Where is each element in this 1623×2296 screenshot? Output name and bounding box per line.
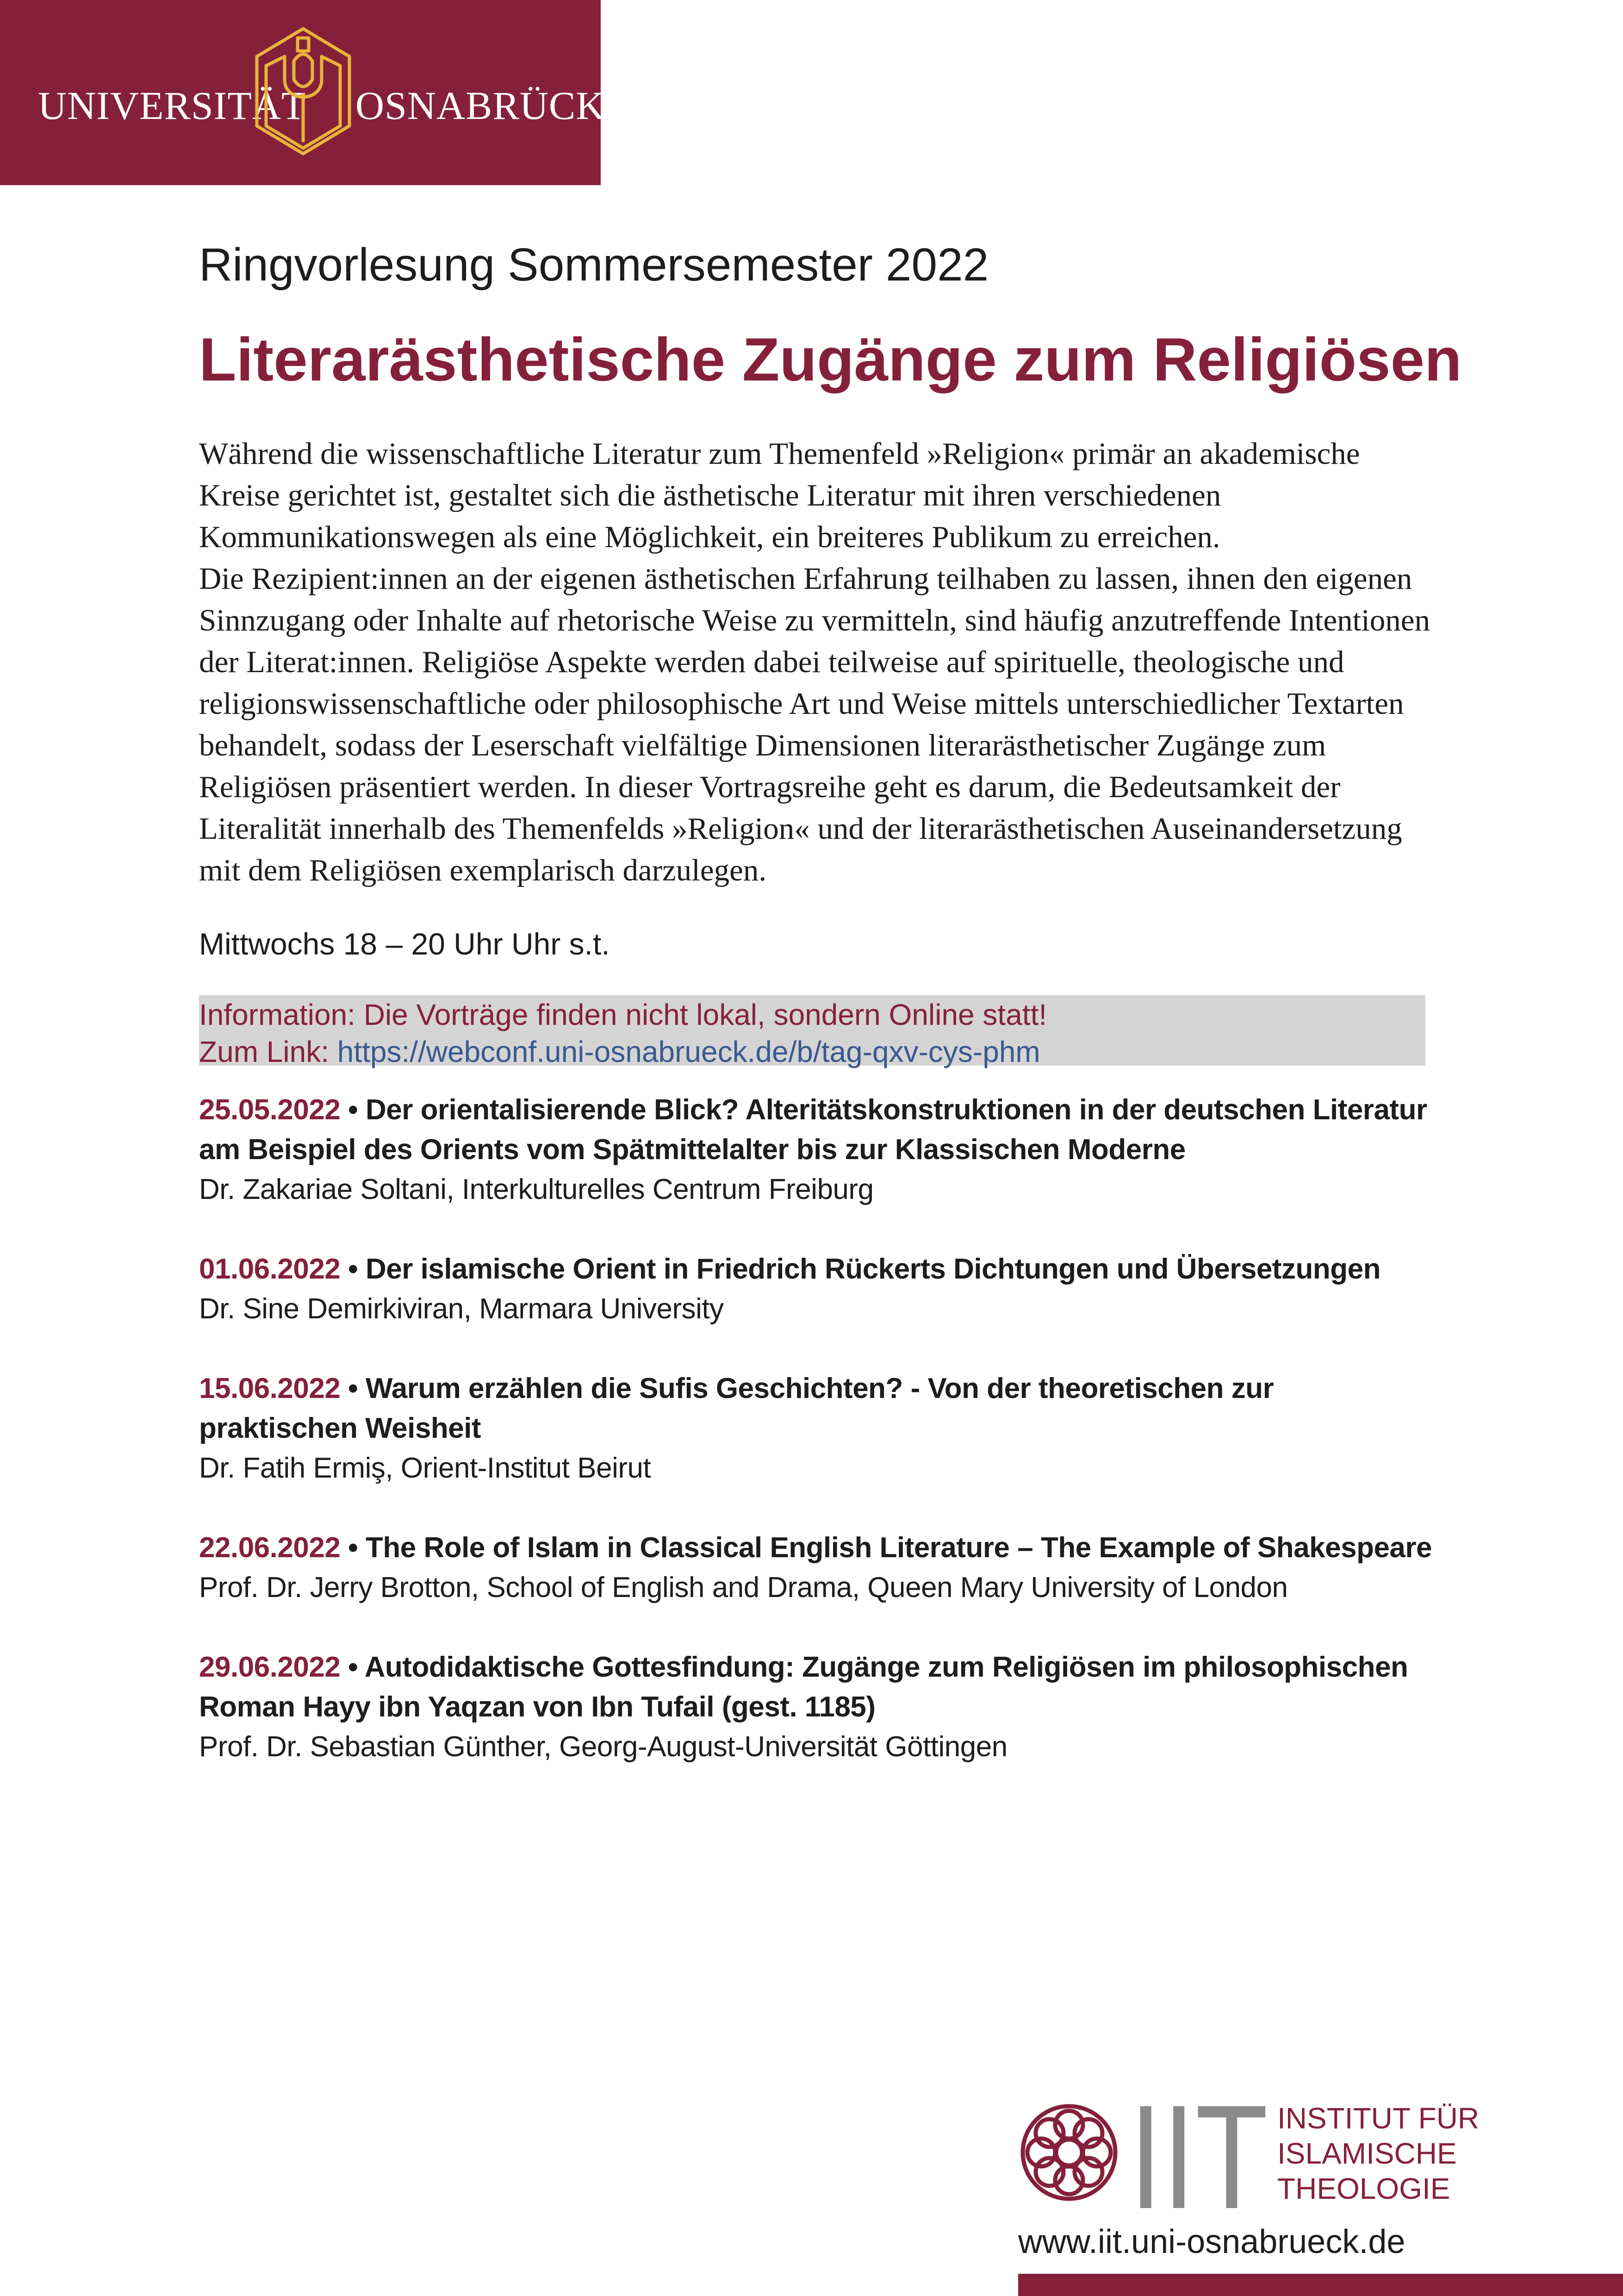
intro-text — [199, 433, 1449, 891]
series-kicker: Ringvorlesung Sommersemester 2022 — [199, 239, 989, 291]
lecture-speaker: Prof. Dr. Jerry Brotton, School of English and Drama, Queen Mary University of London — [199, 1572, 1288, 1603]
lecture-item — [199, 1369, 1458, 1488]
iit-letters-text: IIT — [1129, 2092, 1268, 2217]
online-meeting-link[interactable]: https://webconf.uni-osnabrueck.de/b/tag-qxv-cys-phm — [337, 1035, 1040, 1068]
page-title: Literarästhetische Zugänge zum Religiösen — [199, 325, 1462, 393]
lecture-date: 22.06.2022 — [199, 1532, 341, 1564]
institute-url[interactable]: www.iit.uni-osnabrueck.de — [1018, 2223, 1405, 2260]
lecture-date: 25.05.2022 — [199, 1094, 341, 1126]
lecture-heading — [199, 1647, 1421, 1727]
lecture-separator: • — [348, 1532, 358, 1564]
online-info-line: Information: Die Vorträge finden nicht lokal, sondern Online statt! — [199, 998, 1047, 1031]
institute-logo — [1018, 2092, 1611, 2222]
university-name-right: OSNABRÜCK — [355, 83, 605, 128]
university-header — [0, 0, 605, 185]
university-name-left: UNIVERSITÄT — [38, 83, 306, 128]
lecture-date: 29.06.2022 — [199, 1651, 341, 1683]
lecture-list — [199, 1090, 1458, 1767]
university-crest-icon — [252, 24, 354, 158]
intro-paragraph: Die Rezipient:innen an der eigenen ästhetischen Erfahrung teilhaben zu lassen, ihnen den eigenen Sinnzugang oder Inhalte auf rhetorische Weise zu vermitteln, sind häufig anzutreffende Intentionen der Literat:innen. Religiöse Aspekte werden dabei teilweise auf spirituelle, theologische und religionswissenschaftliche oder philosophische Art und Weise mittels unterschiedlicher Textarten behandelt, sodass der Leserschaft vielfältige Dimensionen literarästhetischer Zugänge zum Religiösen präsentiert werden. In dieser Vortragsreihe geht es darum, die Bedeutsamkeit der Literalität innerhalb des Themenfelds »Religion« und der literarästhetischen Auseinandersetzung mit dem Religiösen exemplarisch darzulegen. — [199, 562, 1430, 887]
lecture-title: Der orientalisierende Blick? Alteritätskonstruktionen in der deutschen Literatur am Beispiel des Orients vom Spätmittelalter bis zur Klassischen Moderne — [199, 1094, 1427, 1166]
lecture-heading — [199, 1369, 1291, 1448]
lecture-heading — [199, 1090, 1458, 1170]
intro-paragraph: Während die wissenschaftliche Literatur zum Themenfeld »Religion« primär an akademische Kreise gerichtet ist, gestaltet sich die ästhetische Literatur mit ihren verschiedenen Kommunikationswegen als eine Möglichkeit, ein breiteres Publikum zu erreichen. — [199, 437, 1360, 554]
lecture-title: The Role of Islam in Classical English Literature – The Example of Shakespeare — [366, 1532, 1432, 1564]
lecture-separator: • — [348, 1651, 358, 1683]
lecture-separator: • — [348, 1373, 358, 1404]
online-link-label: Zum Link: — [199, 1035, 329, 1068]
lecture-item — [199, 1528, 1458, 1608]
lecture-separator: • — [348, 1094, 358, 1126]
lecture-speaker: Prof. Dr. Sebastian Günther, Georg-August-Universität Göttingen — [199, 1731, 1007, 1763]
lecture-date: 01.06.2022 — [199, 1253, 341, 1285]
lecture-heading — [199, 1528, 1458, 1568]
institute-name-line: INSTITUT FÜR — [1277, 2102, 1480, 2135]
lecture-heading — [199, 1249, 1458, 1289]
online-link-line — [199, 1033, 1425, 1070]
footer-accent-bar — [1018, 2274, 1623, 2296]
rosette-icon — [1018, 2102, 1120, 2203]
lecture-title: Warum erzählen die Sufis Geschichten? - Von der theoretischen zur praktischen Weisheit — [199, 1373, 1274, 1444]
institute-name-line: THEOLOGIE — [1277, 2172, 1450, 2205]
lecture-item — [199, 1090, 1458, 1210]
lecture-title: Der islamische Orient in Friedrich Rückerts Dichtungen und Übersetzungen — [366, 1253, 1381, 1285]
schedule-text: Mittwochs 18 – 20 Uhr Uhr s.t. — [199, 927, 610, 961]
lecture-item — [199, 1249, 1458, 1329]
lecture-item — [199, 1647, 1458, 1767]
online-info-box — [199, 995, 1425, 1066]
lecture-speaker: Dr. Sine Demirkiviran, Marmara University — [199, 1293, 724, 1325]
lecture-date: 15.06.2022 — [199, 1373, 341, 1404]
lecture-separator: • — [348, 1253, 358, 1285]
institute-name — [1277, 2101, 1479, 2206]
lecture-speaker: Dr. Zakariae Soltani, Interkulturelles Centrum Freiburg — [199, 1173, 874, 1205]
institute-name-line: ISLAMISCHE — [1277, 2137, 1457, 2170]
lecture-title: Autodidaktische Gottesfindung: Zugänge zum Religiösen im philosophischen Roman Hayy ibn Yaqzan von Ibn Tufail (gest. 1185) — [199, 1651, 1408, 1723]
lecture-speaker: Dr. Fatih Ermiş, Orient-Institut Beirut — [199, 1452, 651, 1484]
